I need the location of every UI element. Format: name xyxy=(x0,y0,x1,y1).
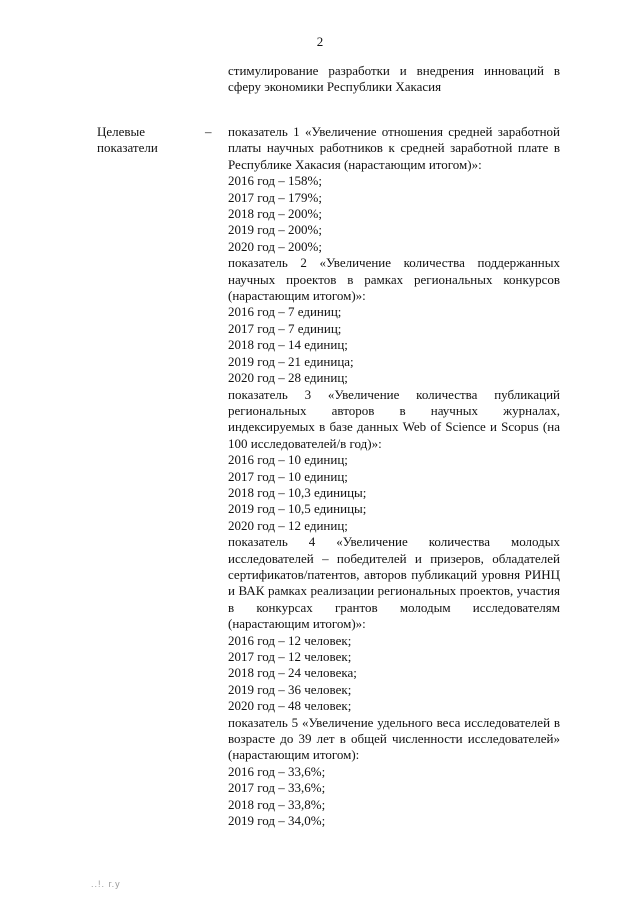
indicator-value: 2017 год – 179%; xyxy=(228,189,322,205)
indicator-block xyxy=(228,124,560,255)
indicator-value: 2017 год – 33,6%; xyxy=(228,780,326,796)
indicator-value: 2018 год – 200%; xyxy=(228,206,322,222)
indicator-value: 2018 год – 14 единиц; xyxy=(228,337,348,353)
indicator-value: 2019 год – 200%; xyxy=(228,222,322,238)
indicator-block xyxy=(228,715,560,830)
indicator-value: 2016 год – 7 единиц; xyxy=(228,304,342,320)
indicator-value: 2020 год – 28 единиц; xyxy=(228,370,348,386)
page-number: 2 xyxy=(316,34,324,49)
indicator-title: показатель 3 «Увеличение количества публикаций региональных авторов в научных журналах, индексируемых в базе данных Web of Science и Scopus (на 100 исследователей/в год)»: xyxy=(228,386,560,451)
indicator-value: 2019 год – 21 единица; xyxy=(228,353,354,369)
indicator-value: 2018 год – 24 человека; xyxy=(228,665,357,681)
indicator-value: 2016 год – 33,6%; xyxy=(228,763,326,779)
indicator-value: 2020 год – 200%; xyxy=(228,238,322,254)
indicator-title: показатель 1 «Увеличение отношения средней заработной платы научных работников к средней заработной плате в Республике Хакасия (нарастающим итогом)»: xyxy=(228,124,560,172)
target-indicators-label: Целевые показатели xyxy=(97,124,158,156)
indicator-value: 2017 год – 7 единиц; xyxy=(228,320,342,336)
indicator-value: 2019 год – 36 человек; xyxy=(228,681,352,697)
label-dash: – xyxy=(205,124,212,139)
indicator-block xyxy=(228,387,560,535)
indicator-value: 2018 год – 33,8%; xyxy=(228,796,326,812)
indicator-title: показатель 4 «Увеличение количества молодых исследователей – победителей и призеров, обладателей сертификатов/патентов, авторов публикаций уровня РИНЦ и ВАК рамках реализации региональных проектов, участия в конкурсах грантов молодым исследователям (нарастающим итогом)»: xyxy=(228,534,560,632)
indicator-value: 2019 год – 34,0%; xyxy=(228,813,326,829)
indicator-value: 2017 год – 12 человек; xyxy=(228,649,352,664)
indicator-title: показатель 5 «Увеличение удельного веса исследователей в возрасте до 39 лет в общей численности исследователей» (нарастающим итогом): xyxy=(228,714,560,763)
indicator-block xyxy=(228,255,560,386)
indicator-value: 2016 год – 10 единиц; xyxy=(228,452,348,468)
intro-text: стимулирование разработки и внедрения инноваций в сферу экономики Республики Хакасия xyxy=(228,63,560,95)
indicators-list xyxy=(228,124,560,829)
indicator-value: 2016 год – 158%; xyxy=(228,173,322,189)
indicator-block xyxy=(228,534,560,714)
indicator-value: 2016 год – 12 человек; xyxy=(228,632,352,648)
indicator-value: 2020 год – 12 единиц; xyxy=(228,517,348,533)
indicator-value: 2018 год – 10,3 единицы; xyxy=(228,484,367,500)
indicator-title: показатель 2 «Увеличение количества поддержанных научных проектов в рамках региональных конкурсов (нарастающим итогом)»: xyxy=(228,255,560,304)
indicator-value: 2019 год – 10,5 единицы; xyxy=(228,501,367,517)
footer-scan-mark: ..!. г.у xyxy=(91,879,121,889)
indicator-value: 2017 год – 10 единиц; xyxy=(228,468,348,484)
indicator-value: 2020 год – 48 человек; xyxy=(228,698,352,714)
